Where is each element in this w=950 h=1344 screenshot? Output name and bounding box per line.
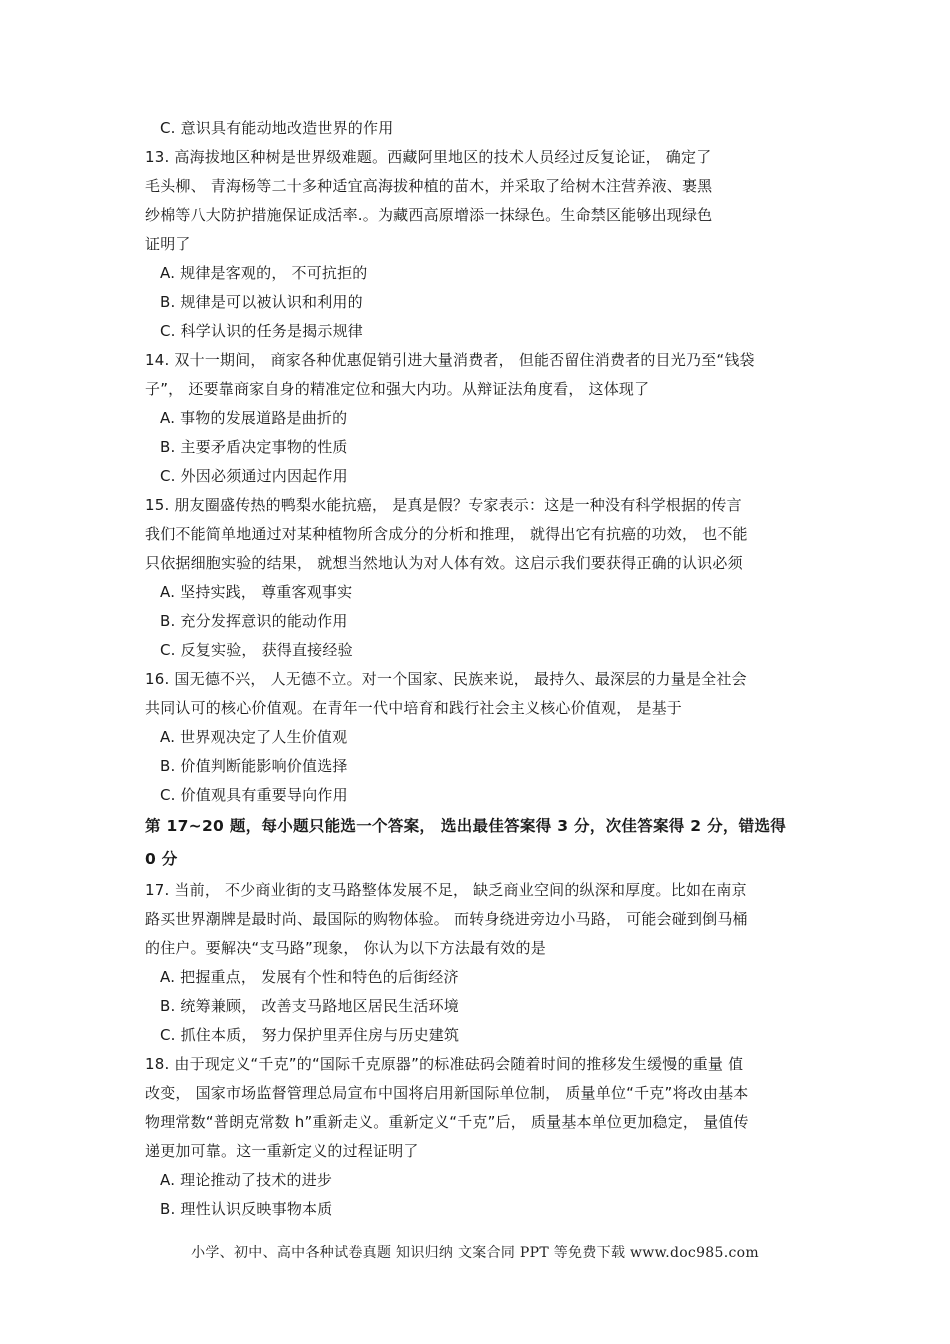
option-18a: A. 理论推动了技术的进步 <box>160 1171 333 1189</box>
question-15-stem-line-3: 只依据细胞实验的结果， 就想当然地认为对人体有效。这启示我们要获得正确的认识必须 <box>145 554 743 572</box>
page-footer: 小学、初中、高中各种试卷真题 知识归纳 文案合同 PPT 等免费下载 www.doc985.com <box>191 1245 759 1261</box>
option-16b: B. 价值判断能影响价值选择 <box>160 757 348 775</box>
option-15a: A. 坚持实践， 尊重客观事实 <box>160 583 353 601</box>
option-14b: B. 主要矛盾决定事物的性质 <box>160 438 348 456</box>
question-14-stem-line-2: 子”， 还要靠商家自身的精准定位和强大内功。从辩证法角度看， 这体现了 <box>145 380 650 398</box>
option-15c: C. 反复实验， 获得直接经验 <box>160 641 353 659</box>
option-16c: C. 价值观具有重要导向作用 <box>160 786 348 804</box>
question-17-stem-line-3: 的住户。要解决“支马路”现象， 你认为以下方法最有效的是 <box>145 939 546 957</box>
option-15b: B. 充分发挥意识的能动作用 <box>160 612 348 630</box>
question-15-stem-line-1: 15. 朋友圈盛传热的鸭梨水能抗癌， 是真是假？专家表示：这是一种没有科学根据的传言 <box>145 496 742 514</box>
question-14-stem-line-1: 14. 双十一期间， 商家各种优惠促销引进大量消费者， 但能否留住消费者的目光乃至“钱袋 <box>145 351 755 369</box>
question-17-stem-line-1: 17. 当前， 不少商业街的支马路整体发展不足， 缺乏商业空间的纵深和厚度。比如在南京 <box>145 881 747 899</box>
option-14a: A. 事物的发展道路是曲折的 <box>160 409 348 427</box>
question-18-stem-line-3: 物理常数“普朗克常数 h”重新走义。重新定义“千克”后， 质量基本单位更加稳定， 量值传 <box>145 1113 749 1131</box>
option-13c: C. 科学认识的任务是揭示规律 <box>160 322 364 340</box>
document-body <box>145 114 810 1224</box>
question-15-stem-line-2: 我们不能简单地通过对某种植物所含成分的分析和推理， 就得出它有抗癌的功效， 也不能 <box>145 525 748 543</box>
question-16-stem-line-2: 共同认可的核心价值观。在青年一代中培育和践行社会主义核心价值观， 是基于 <box>145 699 682 717</box>
question-18-stem-line-1: 18. 由于现定义“千克”的“国际千克原器”的标准砝码会随着时间的推移发生缓慢的重量 值 <box>145 1055 744 1073</box>
question-13-stem-line-1: 13. 高海拔地区种树是世界级难题。西藏阿里地区的技术人员经过反复论证， 确定了 <box>145 148 712 166</box>
question-13-stem-line-3: 纱棉等八大防护措施保证成活率.。为藏西高原增添一抹绿色。生命禁区能够出现绿色 <box>145 206 713 224</box>
option-17a: A. 把握重点， 发展有个性和特色的后街经济 <box>160 968 459 986</box>
question-17-stem-line-2: 路买世界潮牌是最时尚、最国际的购物体验。 而转身绕进旁边小马路， 可能会碰到倒马桶 <box>145 910 748 928</box>
question-13-stem-line-4: 证明了 <box>145 235 191 253</box>
question-18-stem-line-4: 递更加可靠。这一重新定义的过程证明了 <box>145 1142 419 1160</box>
option-17c: C. 抓住本质， 努力保护里弄住房与历史建筑 <box>160 1026 460 1044</box>
option-14c: C. 外因必须通过内因起作用 <box>160 467 348 485</box>
option-12c: C. 意识具有能动地改造世界的作用 <box>160 119 394 137</box>
option-18b: B. 理性认识反映事物本质 <box>160 1200 333 1218</box>
option-13b: B. 规律是可以被认识和利用的 <box>160 293 363 311</box>
question-18-stem-line-2: 改变， 国家市场监督管理总局宣布中国将启用新国际单位制， 质量单位“千克”将改由基本 <box>145 1084 749 1102</box>
question-16-stem-line-1: 16. 国无德不兴， 人无德不立。对一个国家、民族来说， 最持久、最深层的力量是全社会 <box>145 670 747 688</box>
option-13a: A. 规律是客观的， 不可抗拒的 <box>160 264 368 282</box>
option-16a: A. 世界观决定了人生价值观 <box>160 728 348 746</box>
section-instruction-line-1: 第 17~20 题，每小题只能选一个答案， 选出最佳答案得 3 分，次佳答案得 2 分，错选得 <box>145 817 787 835</box>
option-17b: B. 统筹兼顾， 改善支马路地区居民生活环境 <box>160 997 459 1015</box>
section-instruction-line-2: 0 分 <box>145 850 178 868</box>
question-13-stem-line-2: 毛头柳、 青海杨等二十多种适宜高海拔种植的苗木，并采取了给树木注营养液、裹黑 <box>145 177 713 195</box>
